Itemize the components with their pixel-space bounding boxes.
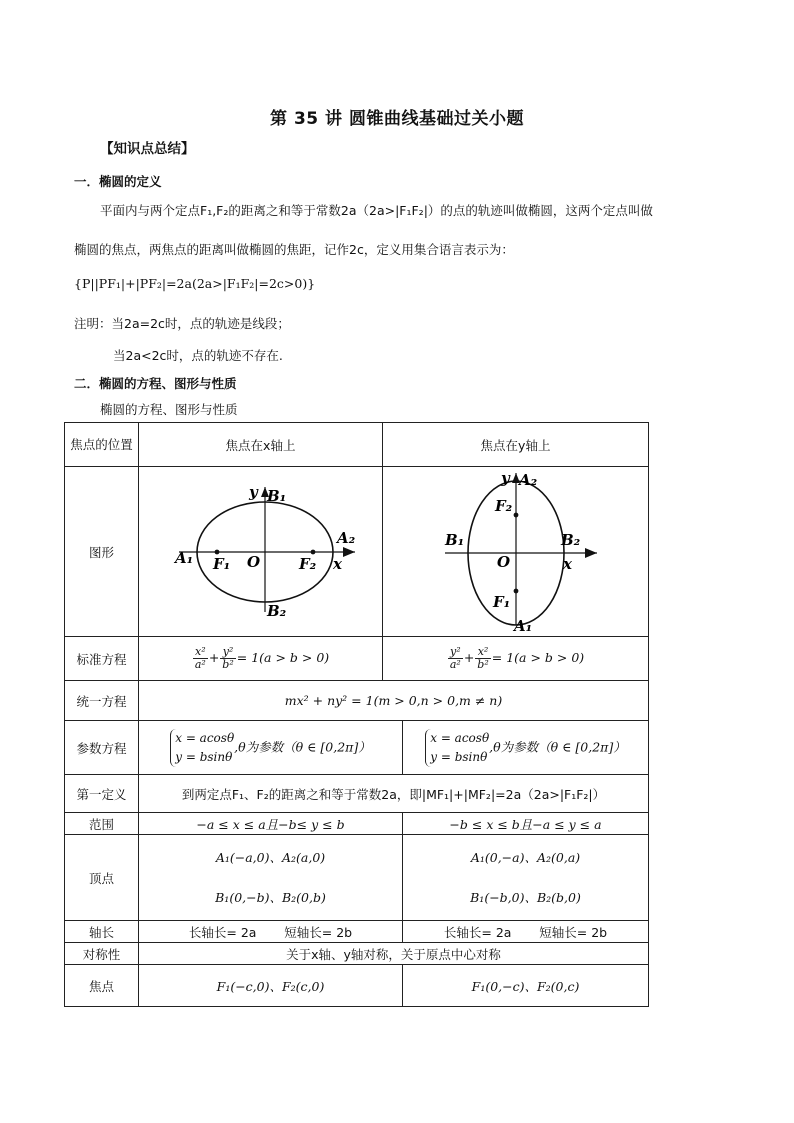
note-line2: 当2a<2c时，点的轨迹不存在. xyxy=(113,348,283,363)
param-rest: ,θ为参数（θ ∈ [0,2π]） xyxy=(234,739,371,754)
table-row xyxy=(65,681,649,721)
frac-denominator: b² xyxy=(477,658,489,671)
ellipse-properties-table xyxy=(64,422,649,1007)
std-equation-y: $\frac{\text{y²}}{\text{a²}}$ + $\frac{\text{x²}}{\text{b²}}$ = 1(a > b > 0) xyxy=(383,637,649,681)
std-equation-label: 标准方程 xyxy=(65,637,139,681)
x-axis-label: x xyxy=(332,555,342,573)
frac-numerator: y² xyxy=(220,646,235,659)
table-row xyxy=(65,835,649,921)
focus-f1-dot xyxy=(513,589,518,594)
vertex-b1-label: B₁ xyxy=(444,531,464,549)
vertex-b1-label: B₁ xyxy=(266,487,286,505)
vertex-line: A₁(0,−a)、A₂(0,a) xyxy=(470,849,581,865)
param-rest: ,θ为参数（θ ∈ [0,2π]） xyxy=(489,739,626,754)
header-position-label: 焦点的位置 xyxy=(65,423,139,467)
graph-y-cell xyxy=(383,467,649,637)
focus-f1-label: F₁ xyxy=(212,555,230,573)
frac-numerator: x² xyxy=(475,646,490,659)
axis-length-x: 长轴长= 2a 短轴长= 2b xyxy=(139,921,403,943)
origin-label: O xyxy=(496,553,510,571)
section2-intro: 椭圆的方程、图形与性质 xyxy=(100,402,238,417)
std-equation-rest: = 1(a > b > 0) xyxy=(491,650,585,665)
vertex-line: A₁(−a,0)、A₂(a,0) xyxy=(215,849,326,865)
param-line: y = bsinθ xyxy=(175,749,233,764)
vertex-a1-label: A₁ xyxy=(513,617,532,633)
x-axis-arrow xyxy=(343,547,355,557)
graph-label: 图形 xyxy=(65,467,139,637)
range-y: −b ≤ x ≤ b且−a ≤ y ≤ a xyxy=(403,813,649,835)
table-row xyxy=(65,813,649,835)
focus-f2-label: F₂ xyxy=(298,555,316,573)
table-row xyxy=(65,637,649,681)
y-axis-label: y xyxy=(248,483,258,501)
std-equation-x: $\frac{\text{x²}}{\text{a²}}$ + $\frac{\text{y²}}{\text{b²}}$ = 1(a > b > 0) xyxy=(139,637,383,681)
ellipse-x-figure xyxy=(143,467,379,633)
axis-length-y: 长轴长= 2a 短轴长= 2b xyxy=(403,921,649,943)
definition-line1: 平面内与两个定点F₁,F₂的距离之和等于常数2a（2a>|F₁F₂|）的点的轨迹叫做椭圆，这两个定点叫做 xyxy=(100,203,653,218)
focus-f2-dot xyxy=(513,513,518,518)
table-row xyxy=(65,943,649,965)
unified-equation-label: 统一方程 xyxy=(65,681,139,721)
focus-f2-label: F₂ xyxy=(494,497,512,515)
focus-x: F₁(−c,0)、F₂(c,0) xyxy=(139,965,403,1007)
ellipse-y-figure xyxy=(387,467,645,633)
vertex-line: B₁(−b,0)、B₂(b,0) xyxy=(470,889,581,905)
vertex-b2-label: B₂ xyxy=(266,602,286,620)
y-axis-label: y xyxy=(500,469,510,487)
range-label: 范围 xyxy=(65,813,139,835)
frac-numerator: y² xyxy=(448,646,463,659)
definition-line2: 椭圆的焦点，两焦点的距离叫做椭圆的焦距，记作2c，定义用集合语言表示为： xyxy=(74,242,514,257)
focus-f1-label: F₁ xyxy=(492,593,510,611)
focus-f1-dot xyxy=(214,550,219,555)
param-equation-label: 参数方程 xyxy=(65,721,139,775)
symmetry-label: 对称性 xyxy=(65,943,139,965)
vertex-line: B₁(0,−b)、B₂(0,b) xyxy=(215,889,326,905)
param-equation-y xyxy=(403,721,649,775)
page-title: 第 35 讲 圆锥曲线基础过关小题 xyxy=(270,109,524,129)
param-line: x = acosθ xyxy=(430,730,490,745)
param-equation-x xyxy=(139,721,403,775)
table-row xyxy=(65,467,649,637)
vertex-a2-label: A₂ xyxy=(336,529,355,547)
table-row xyxy=(65,921,649,943)
table-row xyxy=(65,775,649,813)
focus-y: F₁(0,−c)、F₂(0,c) xyxy=(403,965,649,1007)
param-line: x = acosθ xyxy=(175,730,235,745)
axis-length-label: 轴长 xyxy=(65,921,139,943)
std-equation-rest: = 1(a > b > 0) xyxy=(236,650,330,665)
unified-equation: mx² + ny² = 1(m > 0,n > 0,m ≠ n) xyxy=(139,681,649,721)
first-definition-label: 第一定义 xyxy=(65,775,139,813)
graph-x-cell xyxy=(139,467,383,637)
origin-label: O xyxy=(246,553,260,571)
vertex-x xyxy=(139,835,403,921)
header-x-axis: 焦点在x轴上 xyxy=(139,423,383,467)
section2-heading: 二．椭圆的方程、图形与性质 xyxy=(74,376,237,391)
frac-denominator: a² xyxy=(194,658,206,671)
x-axis-label: x xyxy=(562,555,572,573)
range-x: −a ≤ x ≤ a且−b≤ y ≤ b xyxy=(139,813,403,835)
vertex-a1-label: A₁ xyxy=(174,549,193,567)
vertex-a2-label: A₂ xyxy=(518,471,537,489)
table-row xyxy=(65,721,649,775)
vertex-label: 顶点 xyxy=(65,835,139,921)
frac-denominator: b² xyxy=(222,658,234,671)
vertex-b2-label: B₂ xyxy=(560,531,580,549)
frac-denominator: a² xyxy=(449,658,461,671)
first-definition-text: 到两定点F₁、F₂的距离之和等于常数2a，即|MF₁|+|MF₂|=2a（2a>|F₁F₂|） xyxy=(139,775,649,813)
symmetry-text: 关于x轴、y轴对称，关于原点中心对称 xyxy=(139,943,649,965)
set-expression: {P||PF₁|+|PF₂|=2a(2a>|F₁F₂|=2c>0)} xyxy=(74,276,316,291)
table-row xyxy=(65,965,649,1007)
focus-label: 焦点 xyxy=(65,965,139,1007)
table-row xyxy=(65,423,649,467)
vertex-y xyxy=(403,835,649,921)
section1-heading: 一．椭圆的定义 xyxy=(74,174,162,189)
focus-f2-dot xyxy=(310,550,315,555)
header-y-axis: 焦点在y轴上 xyxy=(383,423,649,467)
summary-heading: 【知识点总结】 xyxy=(100,141,195,157)
x-axis-arrow xyxy=(585,548,597,558)
param-line: y = bsinθ xyxy=(430,749,488,764)
note-line1: 注明：当2a=2c时，点的轨迹是线段； xyxy=(74,316,290,331)
frac-numerator: x² xyxy=(193,646,208,659)
